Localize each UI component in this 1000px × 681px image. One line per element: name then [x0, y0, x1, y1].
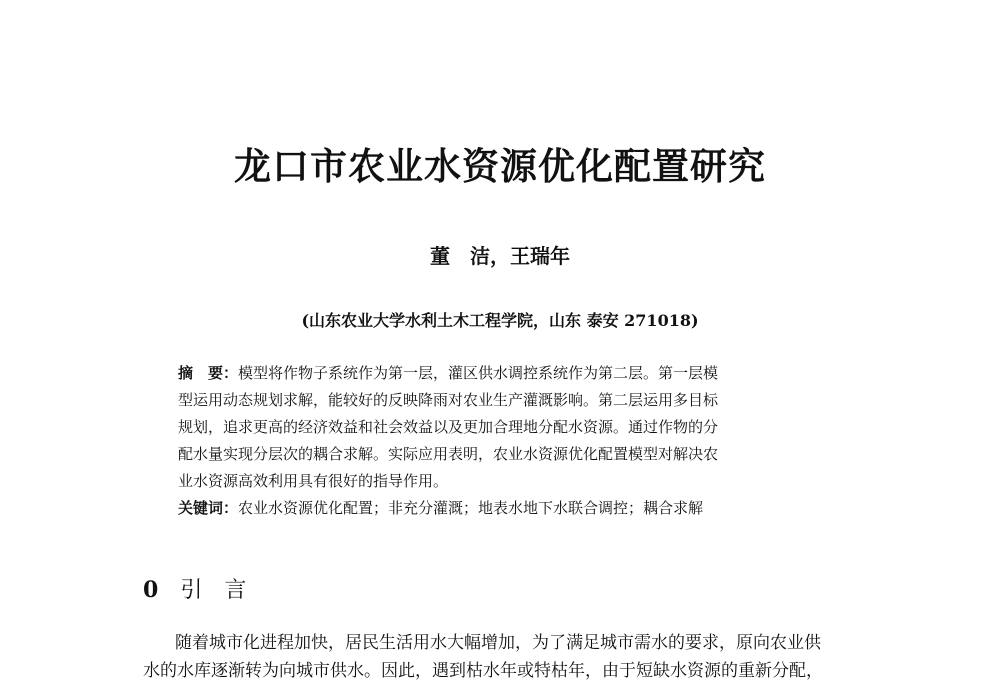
abstract-line: 业水资源高效利用具有很好的指导作用。: [178, 472, 449, 490]
abstract-text: 模型将作物子系统作为第一层，灌区供水调控系统作为第二层。第一层模: [238, 364, 719, 382]
keywords-label: 关键词：: [178, 499, 239, 517]
abstract-line: 规划，追求更高的经济效益和社会效益以及更加合理地分配水资源。通过作物的分: [178, 418, 719, 436]
keywords-line: [178, 496, 703, 520]
keywords-text: 农业水资源优化配置；非充分灌溉；地表水地下水联合调控；耦合求解: [238, 499, 704, 517]
section-heading: [143, 573, 246, 604]
body-text-line: 水的水库逐渐转为向城市供水。因此，遇到枯水年或特枯年，由于短缺水资源的重新分配，: [143, 661, 823, 681]
paper-title: 龙口市农业水资源优化配置研究: [234, 144, 766, 188]
affiliation: (山东农业大学水利土木工程学院，山东 泰安 271018): [301, 311, 699, 330]
body-text-line: 随着城市化进程加快，居民生活用水大幅增加，为了满足城市需水的要求，原向农业供: [175, 633, 821, 653]
abstract-line: 型运用动态规划求解，能较好的反映降雨对农业生产灌溉影响。第二层运用多目标: [178, 391, 719, 409]
abstract-line: 配水量实现分层次的耦合求解。实际应用表明，农业水资源优化配置模型对解决农: [178, 445, 719, 463]
abstract-label: 摘 要：: [178, 364, 239, 382]
section-title: 引 言: [180, 578, 247, 603]
authors: 董 洁，王瑞年: [430, 244, 570, 268]
abstract-line: [178, 361, 718, 385]
section-number: 0: [143, 577, 159, 603]
